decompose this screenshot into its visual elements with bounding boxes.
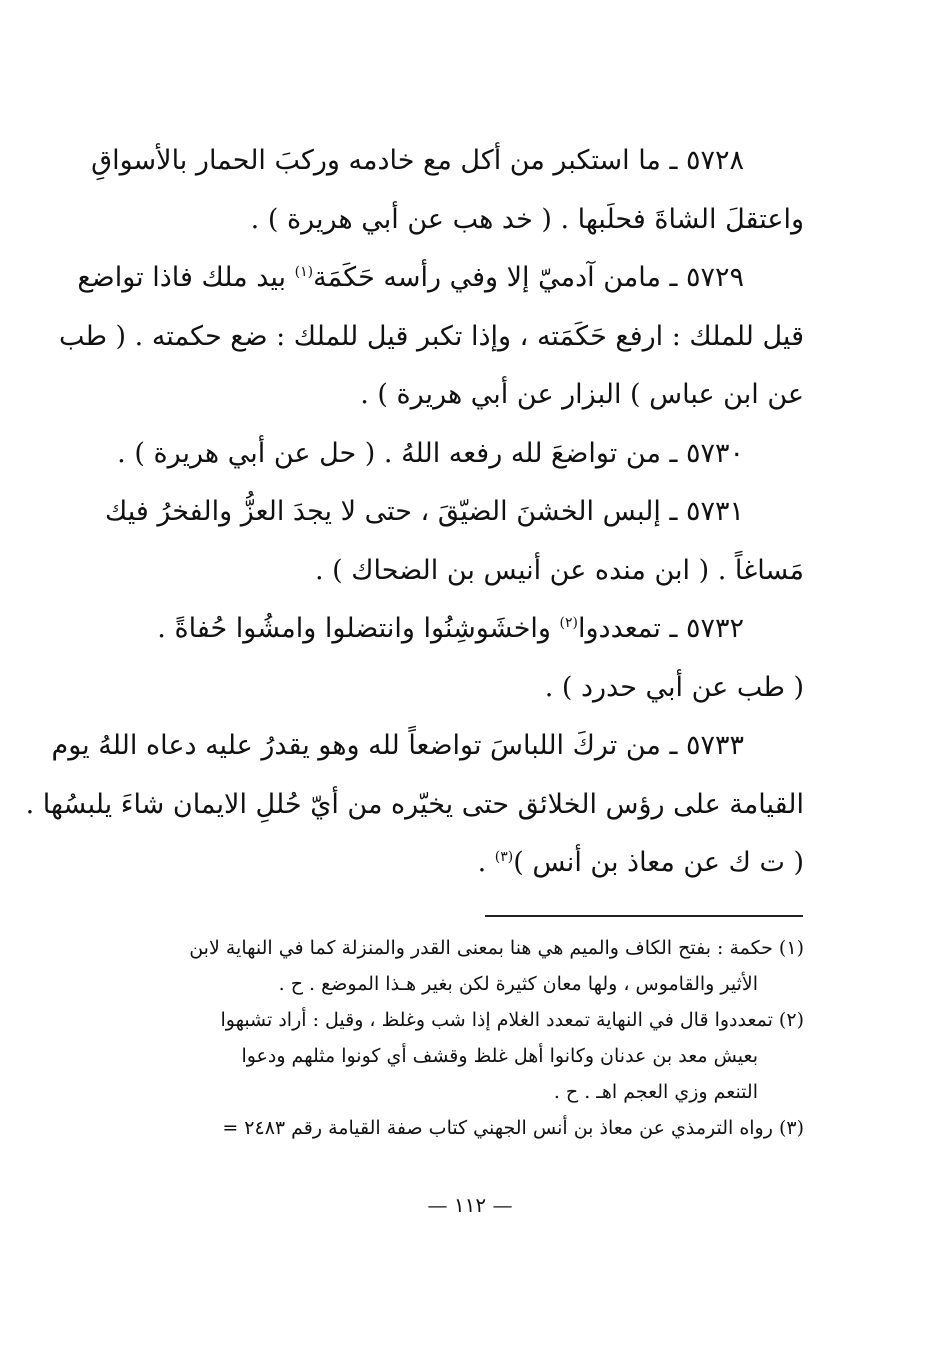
text-line: قيل للملك : ارفع حَكَمَته ، وإذا تكبر قيل للملك : ضع حكمته . ( طب xyxy=(58,320,804,352)
text-segment: . xyxy=(477,847,495,878)
footnote-marker: (٢) xyxy=(559,615,579,631)
footnote-2 xyxy=(92,1002,804,1110)
footnote-line: التنعم وزي العجم اهـ . ح . xyxy=(553,1081,758,1103)
footnote-divider xyxy=(485,915,803,917)
footnote-3 xyxy=(92,1110,804,1146)
hadith-entry-5728 xyxy=(92,132,804,249)
text-segment: واخشَوشِنُوا وانتضلوا وامشُوا حُفاةً . xyxy=(157,613,560,644)
text-line xyxy=(77,249,804,308)
footnote-line: بعيش معد بن عدنان وكانوا أهل غلظ وقشف أي كونوا مثلهم ودعوا xyxy=(241,1045,758,1067)
text-line: القيامة على رؤس الخلائق حتى يخيّره من أيّ حُللِ الايمان شاءَ يلبسُها . xyxy=(25,788,804,820)
text-line: ( طب عن أبي حدرد ) . xyxy=(544,671,804,703)
hadith-entry-5729 xyxy=(58,249,804,425)
footnote-1 xyxy=(92,930,804,1002)
text-line: ٥٧٢٨ ـ ما استكبر من أكل مع خادمه وركبَ الحمار بالأسواقِ xyxy=(91,145,744,176)
text-line: مَساغاً . ( ابن منده عن أنيس بن الضحاك ) . xyxy=(314,554,804,586)
footnote-line: (٢) تمعددوا قال في النهاية تمعدد الغلام إذا شب وغلظ ، وقيل : أراد تشبهوا xyxy=(220,1009,804,1031)
main-text xyxy=(25,132,804,893)
footnote-marker: (٣) xyxy=(494,849,514,865)
text-line: ٥٧٣١ ـ إلبس الخشنَ الضيّقَ ، حتى لا يجدَ العزُّ والفخرُ فيك xyxy=(104,496,744,527)
text-segment: ٥٧٢٩ ـ مامن آدميّ إلا وفي رأسه حَكَمَة xyxy=(313,262,744,293)
footnote-line: الأثير والقاموس ، ولها معان كثيرة لكن بغير هـذا الموضع . ح . xyxy=(278,973,758,995)
text-segment: ٥٧٣٢ ـ تمعددوا xyxy=(578,613,744,644)
text-line xyxy=(92,600,804,659)
footnote-marker: (١) xyxy=(294,264,314,280)
footnote-line: (٣) رواه الترمذي عن معاذ بن أنس الجهني كتاب صفة القيامة رقم ٢٤٨٣ = xyxy=(222,1117,804,1139)
page-number: — ١١٢ — xyxy=(427,1193,513,1217)
hadith-entry-5730 xyxy=(92,425,804,484)
footnote-line: (١) حكمة : بفتح الكاف والميم هي هنا بمعنى القدر والمنزلة كما في النهاية لابن xyxy=(189,937,804,959)
text-line: ٥٧٣٣ ـ من تركَ اللباسَ تواضعاً لله وهو يقدرُ عليه دعاه اللهُ يوم xyxy=(51,730,744,761)
text-segment: ( ت ك عن معاذ بن أنس ) xyxy=(513,847,804,878)
hadith-entry-5733 xyxy=(25,717,804,893)
text-segment: بيد ملك فاذا تواضع xyxy=(77,262,295,293)
footnotes xyxy=(92,930,804,1146)
text-line: ٥٧٣٠ ـ من تواضعَ لله رفعه اللهُ . ( حل عن أبي هريرة ) . xyxy=(117,437,744,469)
hadith-entry-5731 xyxy=(92,483,804,600)
text-line: عن ابن عباس ) البزار عن أبي هريرة ) . xyxy=(360,379,804,410)
hadith-entry-5732 xyxy=(92,600,804,717)
text-line xyxy=(92,834,804,893)
text-line: واعتقلَ الشاةَ فحلَبها . ( خد هب عن أبي هريرة ) . xyxy=(250,203,804,235)
